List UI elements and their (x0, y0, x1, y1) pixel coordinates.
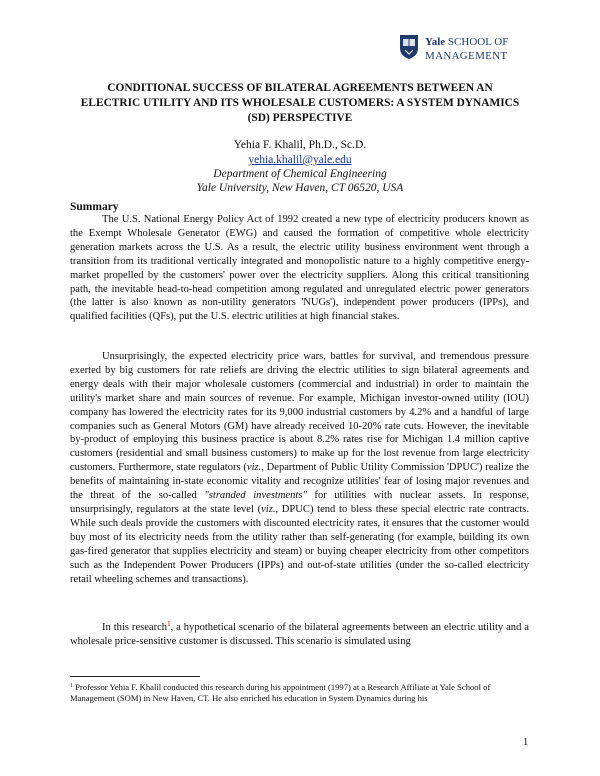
footnote-mark: 1 (70, 683, 73, 689)
author-university: Yale University, New Haven, CT 06520, USA (196, 182, 404, 194)
summary-paragraph-3: In this research$^1$, a hypothetical scenario of the bilateral agreements between an electric utility and a wholesale price-sensitive customer is discussed. This scenario is simulated using (70, 620, 529, 647)
summary-paragraph-2: Unsurprisingly, the expected electricity price wars, battles for survival, and tremendous pressure exerted by big customers for rate reliefs are driving the electric utilities to sign bilateral agreements and energy deals with their major wholesale customers (commercial and industrial) in order to maintain the utility's market share and main sources of revenue. For example, Michigan investor-owned utility (IOU) company has lowered the electricity rates for its 9,000 industrial customers by 4.2% and a handful of large companies such as General Motors (GM) have already received 10-20% rate cuts. However, the inevitable by-product of employing this business practice is about 8.2% rates rise for Michigan 1.4 million captive customers (residential and small business customers) to make up for the lost revenue from large electricity customers. Furthermore, state regulators (viz., Department of Public Utility Commission 'DPUC') realize the benefits of maintaining in-state economic vitality and recognize utilities' fear of losing major revenues and the threat of the so-called "stranded investments" for utilities with nuclear assets. In response, unsurprisingly, regulators at the state level (viz., DPUC) tend to bless these special electric rate contracts. While such deals provide the customers with discounted electricity rates, it ensures that the customer would buy most of its electricity needs from the utility rather than self-generating (for example, building its own gas-fired generator that supplies electricity and steam) or buying cheaper electricity from other competitors such as the Independent Power Producers (IPPs) and out-of-state utilities (under the so-called electricity retail wheeling schemes and transactions). (70, 351, 529, 585)
summary-paragraph-1: The U.S. National Energy Policy Act of 1992 created a new type of electricity producers known as the Exempt Wholesale Generator (EWG) and caused the formation of competitive whole electricity generation markets across the U.S. As a result, the electric utility business environment went through a transition from its traditional vertically integrated and monopolistic nature to a highly competitive energy-market propelled by the customers' power over the electricity suppliers. Along this critical transitioning path, the inevitable head-to-head competition among regulated and unregulated electric power generators (the latter is also known as non-utility generators 'NUGs'), independent power producers (IPPs), and qualified facilities (QFs), put the U.S. electric utilities at high financial stakes. (70, 214, 529, 323)
author-name: Yehia F. Khalil, Ph.D., Sc.D. (233, 139, 367, 151)
author-department: Department of Chemical Engineering (213, 168, 387, 180)
paper-title: CONDITIONAL SUCCESS OF BILATERAL AGREEMENTS BETWEEN AN ELECTRIC UTILITY AND ITS WHOLESALE CUSTOMERS: A SYSTEM DYNAMICS (SD) PERSPECTIVE (80, 82, 520, 124)
page-number: 1 (523, 737, 529, 748)
yale-som-logo (399, 34, 539, 68)
logo-line1: Yale SCHOOL OF (425, 36, 509, 48)
yale-shield-icon (399, 34, 419, 60)
summary-heading: Summary (70, 201, 119, 213)
footnote-divider (70, 676, 200, 677)
author-email (0, 154, 600, 166)
logo-line2: MANAGEMENT (425, 50, 508, 62)
footnote-reference[interactable]: 1 (167, 620, 171, 628)
footnote: $^1$ Professor Yehia F. Khalil conducted this research during his appointment (1997) at a Research Affiliate at Yale School of Management (SOM) in New Haven, CT. He also enriched his education in System Dynamics during his (70, 682, 491, 703)
email-link[interactable]: yehia.khalil@yale.edu (248, 154, 352, 166)
